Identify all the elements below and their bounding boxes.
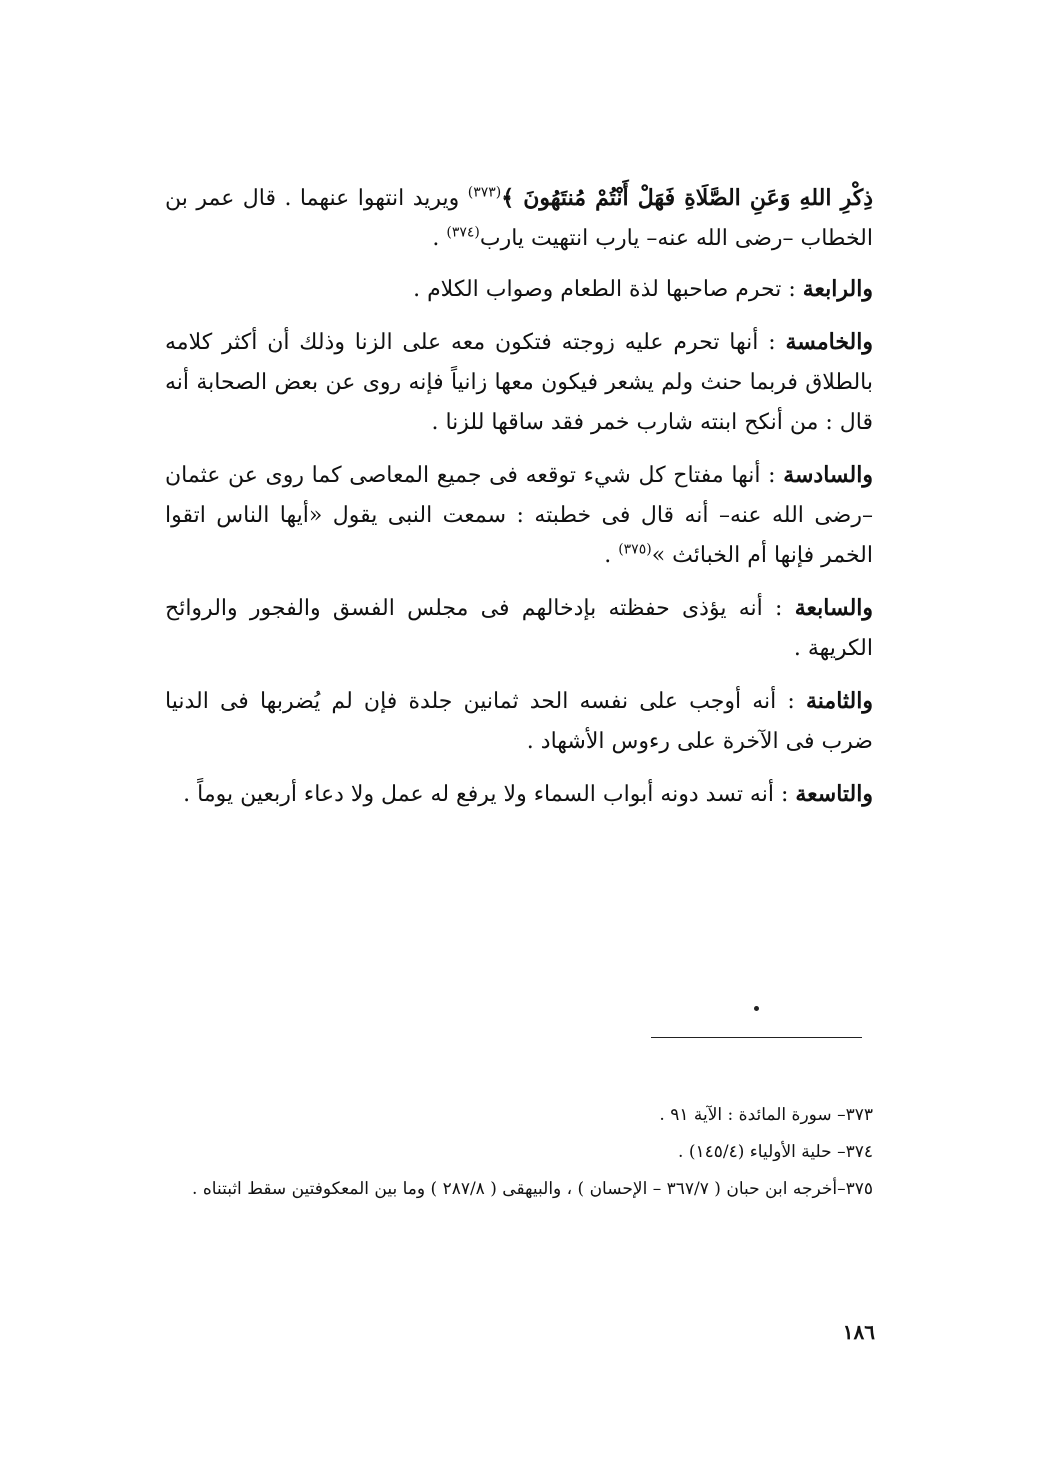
paragraph-text: : أنها مفتاح كل شيء توقعه فى جميع المعاصى كما روى عن عثمان –رضى الله عنه– أنه قال فى خطبته : سمعت النبى يقول «أيها الناس اتقوا الخمر فإنها أم الخبائث » <box>165 463 873 568</box>
paragraph-text: : أنه تسد دونه أبواب السماء ولا يرفع له عمل ولا دعاء أربعين يوماً . <box>183 782 796 807</box>
paragraph-text: : تحرم صاحبها لذة الطعام وصواب الكلام . <box>413 277 803 302</box>
paragraph-tail: . <box>604 543 619 568</box>
paragraph-ninth <box>165 774 873 815</box>
footnote-ref: (٣٧٥) <box>618 541 652 558</box>
footnotes <box>165 1100 873 1211</box>
footnote-373: ٣٧٣– سورة المائدة : الآية ٩١ . <box>659 1105 873 1125</box>
paragraph-text: : أنها تحرم عليه زوجته فتكون معه على الزنا وذلك أن أكثر كلامه بالطلاق فربما حنث ولم يشعر فيكون معها زانياً فإنه روى عن بعض الصحابة أنه قال : من أنكح ابنته شارب خمر فقد ساقها للزنا . <box>165 330 873 435</box>
print-dot <box>754 1006 759 1011</box>
footnote-374: ٣٧٤– حلية الأولياء (١٤٥/٤) . <box>678 1142 873 1162</box>
footnote-separator <box>651 1037 862 1038</box>
footnote-ref: (٣٧٣) <box>467 184 502 201</box>
paragraph-seventh <box>165 588 873 669</box>
paragraph-lead: والرابعة <box>802 276 873 302</box>
paragraph-text: : أنه أوجب على نفسه الحد ثمانين جلدة فإن لم يُضربها فى الدنيا ضرب فى الآخرة على رءوس الأشهاد . <box>165 689 873 754</box>
page-number: ١٨٦ <box>842 1320 875 1344</box>
footnote-375: ٣٧٥–أخرجه ابن حبان ( ٣٦٧/٧ – الإحسان ) ، والبيهقى ( ٢٨٧/٨ ) وما بين المعكوفتين سقط اثبتناه . <box>192 1179 873 1199</box>
paragraph-text: : أنه يؤذى حفظته بإدخالهم فى مجلس الفسق والفجور والروائح الكريهة . <box>165 596 873 661</box>
main-text <box>165 178 873 827</box>
paragraph-lead: والتاسعة <box>795 781 873 807</box>
paragraph-lead: والسادسة <box>783 462 873 488</box>
quran-verse: ذِكْرِ اللهِ وَعَنِ الصَّلَاةِ فَهَلْ أَنْتُمْ مُنتَهُونَ ﴾ <box>501 185 873 211</box>
paragraph-sixth <box>165 455 873 576</box>
intro-text: ويريد انتهوا عنهما . قال عمر بن الخطاب –رضى الله عنه– يارب انتهيت يارب <box>165 186 873 251</box>
paragraph-fifth <box>165 322 873 443</box>
paragraph-lead: والثامنة <box>806 688 873 714</box>
paragraph-eighth <box>165 681 873 762</box>
intro-tail: . <box>432 226 447 251</box>
paragraph-fourth <box>165 269 873 310</box>
paragraph-lead: والخامسة <box>785 329 873 355</box>
intro-paragraph <box>165 178 873 259</box>
footnote-ref: (٣٧٤) <box>446 224 480 241</box>
paragraph-lead: والسابعة <box>794 595 874 621</box>
